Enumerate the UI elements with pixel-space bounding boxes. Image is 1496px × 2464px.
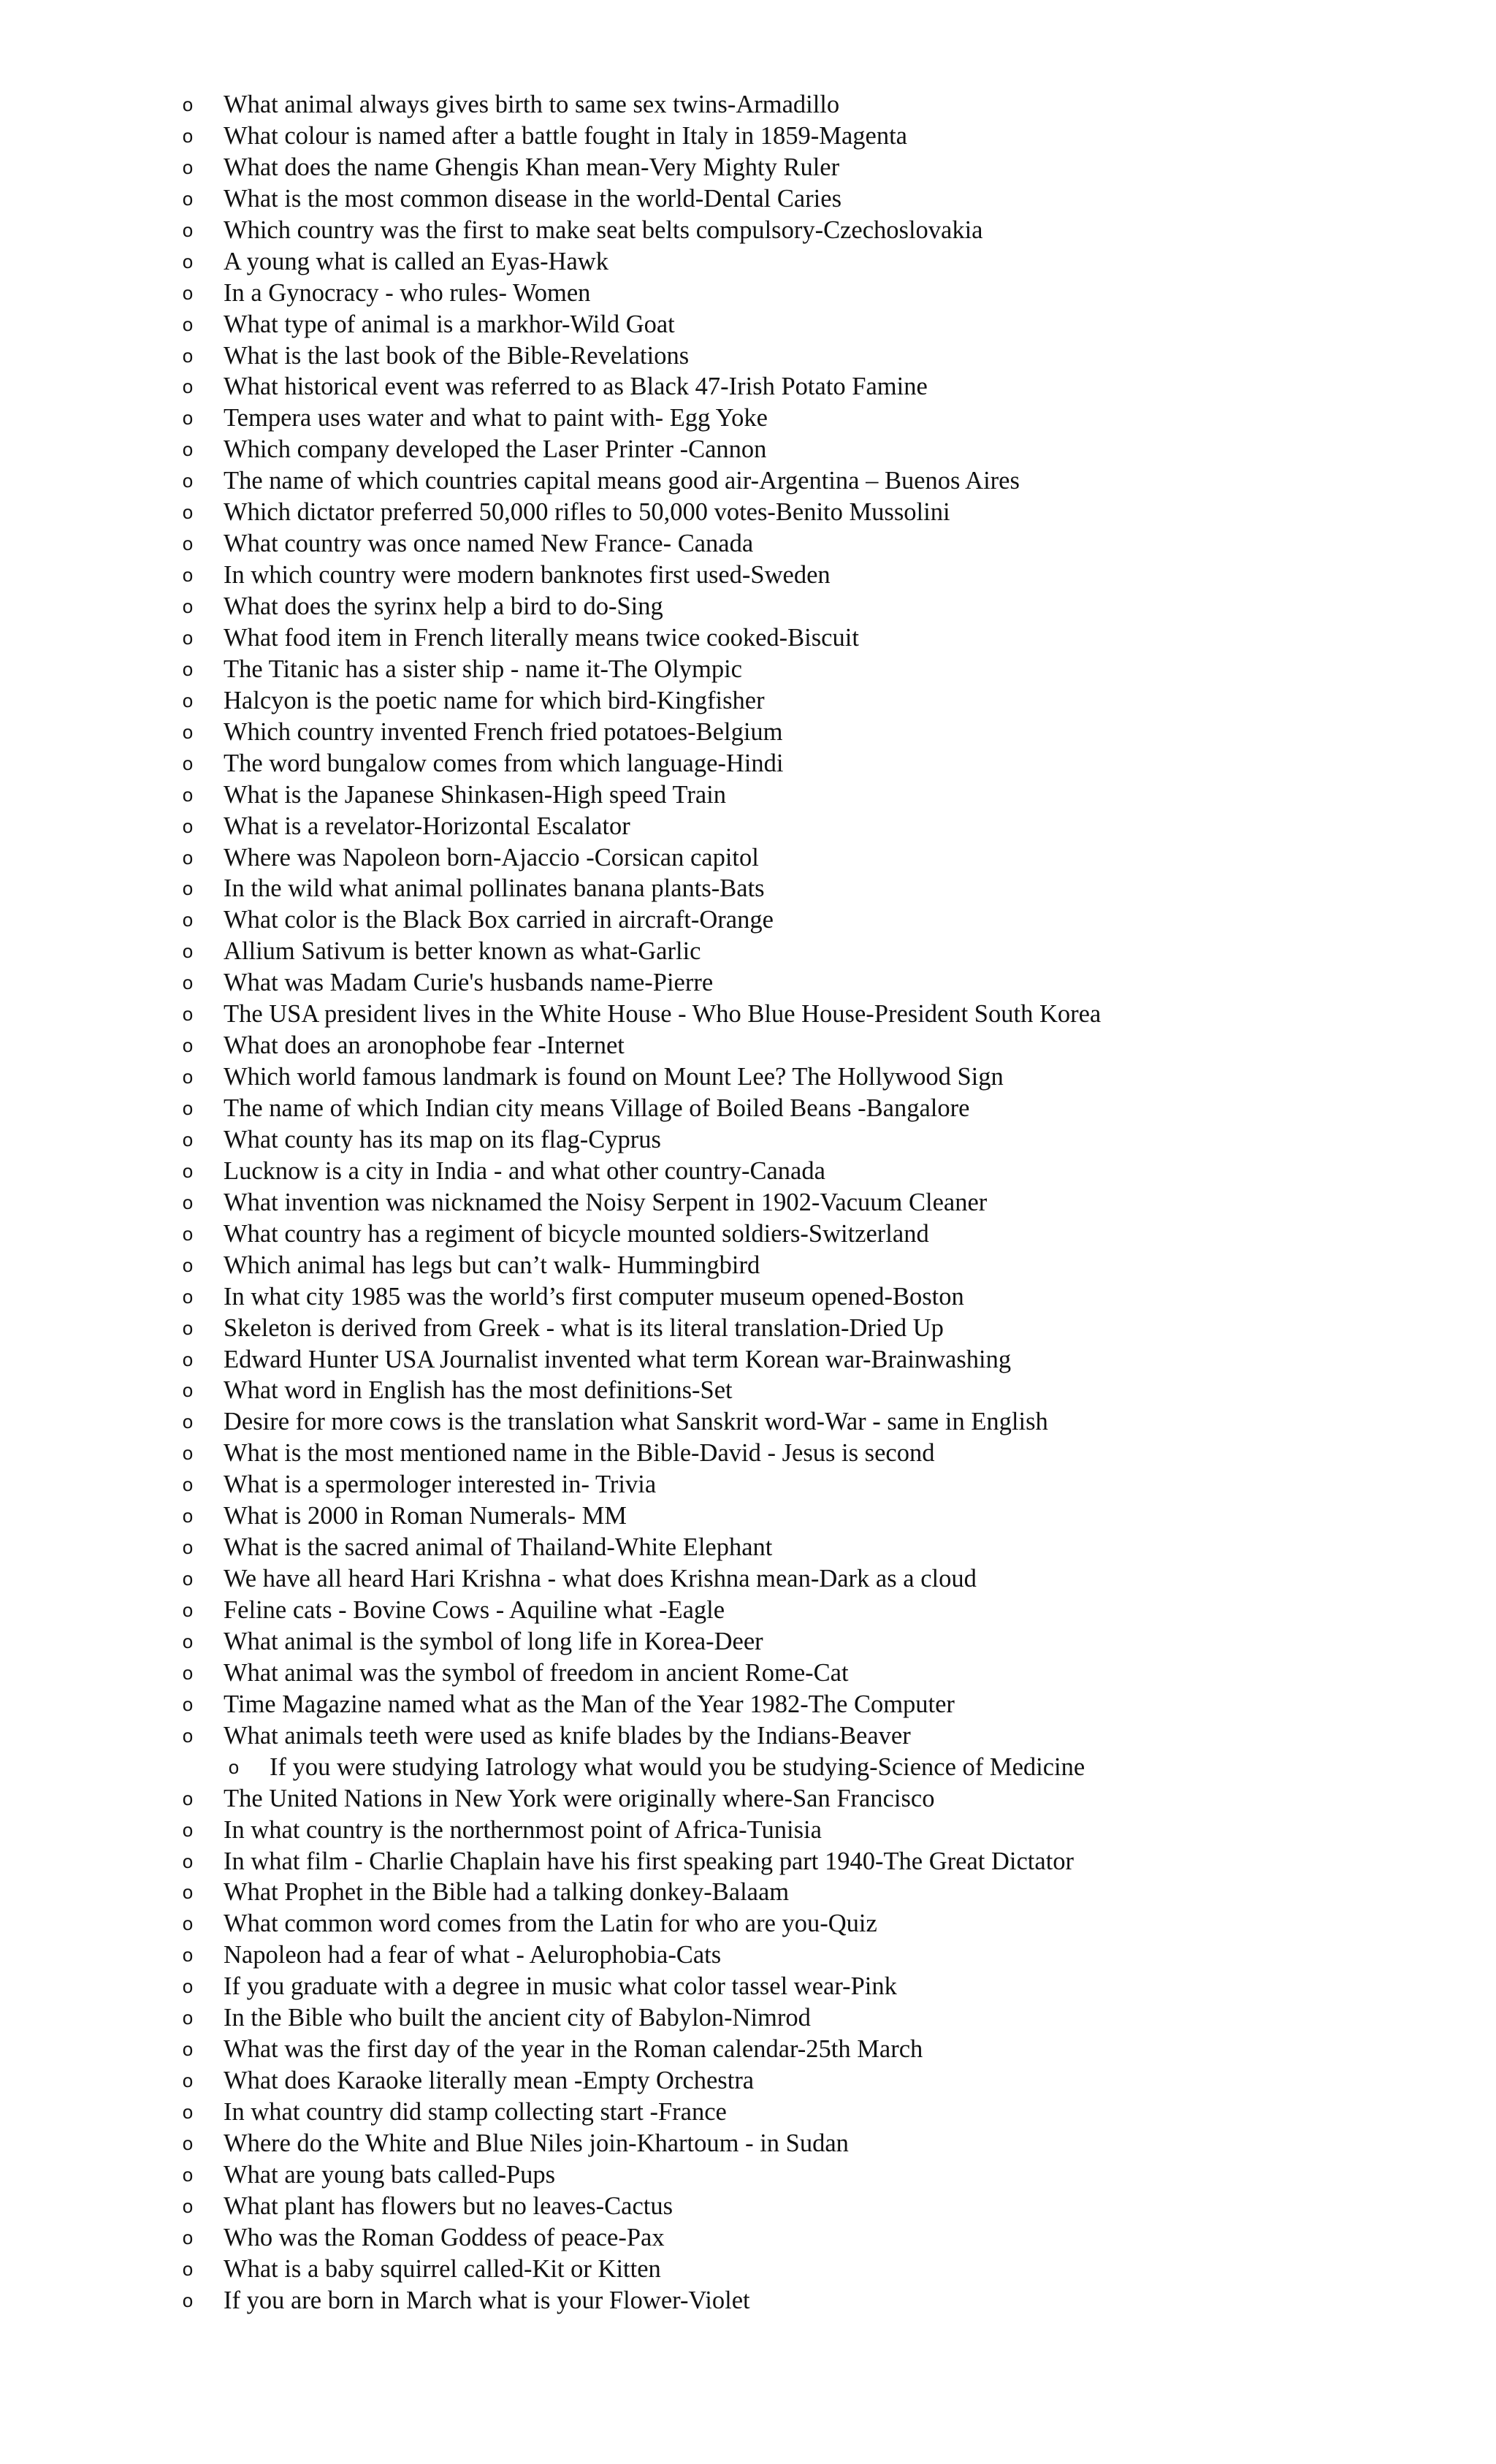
list-item [0,340,1496,372]
list-item [0,1971,1496,2002]
list-item-text: What food item in French literally means twice cooked-Biscuit [224,623,859,652]
list-item [0,1908,1496,1939]
list-item [0,560,1496,591]
list-item [0,1626,1496,1658]
bullet-marker: o [182,2194,194,2217]
bullet-marker: o [228,1755,240,1778]
list-item-text: Where was Napoleon born-Ajaccio -Corsican capitol [224,843,759,871]
list-item [0,748,1496,779]
list-item [0,215,1496,246]
list-item [0,246,1496,278]
bullet-marker: o [182,1787,194,1809]
list-item [0,1218,1496,1250]
bullet-marker: o [182,1411,194,1433]
list-item-text: Who was the Roman Goddess of peace-Pax [224,2223,665,2251]
list-item-text: What animal is the symbol of long life in Korea-Deer [224,1627,763,1655]
list-item-text: Which animal has legs but can’t walk- Hummingbird [224,1251,760,1279]
list-item-text: If you were studying Iatrology what would you be studying-Science of Medicine [270,1752,1085,1781]
bullet-marker: o [182,1316,194,1339]
list-item-text: Skeleton is derived from Greek - what is its literal translation-Dried Up [224,1313,944,1342]
list-item-text: In the wild what animal pollinates banana plants-Bats [224,874,765,903]
list-item-text: In what country did stamp collecting start -France [224,2098,727,2126]
list-item-text: What does the name Ghengis Khan mean-Very Mighty Ruler [224,153,840,181]
list-item-text: Which company developed the Laser Printer -Cannon [224,435,767,464]
bullet-marker: o [182,438,194,461]
list-item-text: What is the Japanese Shinkasen-High speed Train [224,780,726,809]
list-item-text: What is the most common disease in the world-Dental Caries [224,184,842,213]
list-item [0,1313,1496,1344]
list-item-text: What does Karaoke literally mean -Empty Orchestra [224,2067,755,2095]
list-item-text: If you are born in March what is your Flower-Violet [224,2286,750,2314]
bullet-marker: o [182,218,194,241]
list-item-text: What does an aronophobe fear -Internet [224,1031,625,1060]
list-item [0,2002,1496,2034]
bullet-marker: o [182,1724,194,1747]
list-item [0,2159,1496,2191]
bullet-marker: o [182,501,194,524]
list-item-text: The name of which Indian city means Village of Boiled Beans -Bangalore [224,1094,970,1122]
list-item [0,2285,1496,2316]
list-item [0,622,1496,654]
bullet-marker: o [182,1975,194,1998]
list-item-text: The Titanic has a sister ship - name it-The Olympic [224,655,742,683]
list-item-text: What is a revelator-Horizontal Escalator [224,812,630,840]
list-item-text: What animals teeth were used as knife blades by the Indians-Beaver [224,1721,911,1750]
bullet-marker: o [182,1379,194,1402]
list-item [0,1877,1496,1908]
list-item-text: What invention was nicknamed the Noisy Serpent in 1902-Vacuum Cleaner [224,1188,988,1216]
list-item-text: What animal was the symbol of freedom in ancient Rome-Cat [224,1658,849,1687]
list-item [0,1720,1496,1752]
list-item [0,1375,1496,1406]
list-item-text: What animal always gives birth to same sex twins-Armadillo [224,91,840,118]
bullet-marker: o [182,2257,194,2280]
list-item [0,1406,1496,1438]
list-item-text: What was the first day of the year in the Roman calendar-25th March [224,2035,923,2064]
list-item [0,1093,1496,1124]
bullet-marker: o [182,1222,194,1245]
list-item-text: The name of which countries capital means good air-Argentina – Buenos Aires [224,467,1020,495]
bullet-marker: o [182,281,194,304]
list-item [0,2065,1496,2097]
list-item [0,1250,1496,1281]
list-item-text: What was Madam Curie's husbands name-Pierre [224,969,714,997]
bullet-marker: o [182,657,194,680]
list-item [0,528,1496,560]
bullet-marker: o [182,783,194,806]
list-item-text: What historical event was referred to as Black 47-Irish Potato Famine [224,373,928,401]
list-item-text: What country has a regiment of bicycle mounted soldiers-Switzerland [224,1219,929,1248]
list-item [0,1689,1496,1720]
bullet-marker: o [182,124,194,147]
list-item [0,842,1496,874]
list-item-text: What are young bats called-Pups [224,2160,556,2189]
list-item-text: In a Gynocracy - who rules- Women [224,278,591,307]
list-item [0,403,1496,434]
list-item [0,717,1496,748]
list-item-text: The USA president lives in the White House - Who Blue House-President South Korea [224,1000,1102,1029]
bullet-marker: o [182,156,194,178]
list-item-text: Halcyon is the poetic name for which bird-Kingfisher [224,686,765,714]
list-item [0,654,1496,685]
list-item [0,1658,1496,1689]
list-item-text: Allium Sativum is better known as what-Garlic [224,937,701,966]
bullet-marker: o [182,2226,194,2249]
list-item-text: The word bungalow comes from which language-Hindi [224,749,784,777]
bullet-marker: o [182,1881,194,1904]
bullet-marker: o [182,1097,194,1119]
list-item [0,999,1496,1030]
bullet-marker: o [182,1191,194,1213]
bullet-marker: o [182,815,194,837]
list-item [0,89,1496,121]
list-item-text: What colour is named after a battle fought in Italy in 1859-Magenta [224,121,907,150]
list-item [0,121,1496,152]
list-item [0,1187,1496,1218]
bullet-marker: o [182,1442,194,1465]
list-item-text: If you graduate with a degree in music what color tassel wear-Pink [224,1972,897,2001]
list-item-text: Edward Hunter USA Journalist invented what term Korean war-Brainwashing [224,1345,1012,1373]
list-item [0,2222,1496,2254]
list-item-text: What is the most mentioned name in the Bible-David - Jesus is second [224,1439,935,1468]
bullet-marker: o [182,564,194,587]
list-item-text: Napoleon had a fear of what - Aelurophobia-Cats [224,1941,722,1969]
list-item-text: Time Magazine named what as the Man of the Year 1982-The Computer [224,1690,955,1718]
list-item-text: In what city 1985 was the world’s first computer museum opened-Boston [224,1282,964,1311]
bullet-marker: o [182,2289,194,2311]
list-item-text: What is the last book of the Bible-Revelations [224,341,690,370]
bullet-marker: o [182,1034,194,1057]
bullet-marker: o [182,689,194,712]
bullet-marker: o [182,1505,194,1527]
list-item [0,904,1496,936]
bullet-marker: o [182,2038,194,2061]
bullet-marker: o [182,1661,194,1684]
bullet-marker: o [182,1568,194,1590]
list-item-text: What is a baby squirrel called-Kit or Kitten [224,2254,661,2283]
bullet-marker: o [182,344,194,367]
list-item-text: What type of animal is a markhor-Wild Goat [224,310,675,338]
bullet-marker: o [182,407,194,430]
list-item-text: Which country was the first to make seat belts compulsory-Czechoslovakia [224,215,983,244]
bullet-marker: o [182,1693,194,1715]
bullet-marker: o [182,909,194,931]
list-item-text: What is the sacred animal of Thailand-White Elephant [224,1533,773,1562]
list-item [0,183,1496,215]
list-item [0,152,1496,183]
bullet-marker: o [182,2101,194,2123]
list-item [0,1939,1496,1971]
bullet-marker: o [182,877,194,900]
list-item-text: What common word comes from the Latin for who are you-Quiz [224,1910,877,1938]
quiz-list [0,89,1496,2316]
list-item [0,1783,1496,1815]
list-item-text: Desire for more cows is the translation what Sanskrit word-War - same in English [224,1408,1048,1436]
list-item [0,936,1496,967]
list-item [0,434,1496,465]
bullet-marker: o [182,972,194,994]
bullet-marker: o [182,1473,194,1496]
list-item [0,497,1496,528]
list-item-text: What is a spermologer interested in- Trivia [224,1471,657,1499]
bullet-marker: o [182,595,194,617]
bullet-marker: o [182,2007,194,2029]
list-item [0,1438,1496,1469]
bullet-marker: o [182,1818,194,1841]
list-item-text: Tempera uses water and what to paint with- Egg Yoke [224,404,768,432]
bullet-marker: o [182,2163,194,2186]
bullet-marker: o [182,533,194,555]
list-item [0,1061,1496,1093]
list-item-text: What county has its map on its flag-Cyprus [224,1125,661,1153]
bullet-marker: o [182,2070,194,2092]
list-item [0,1156,1496,1187]
list-item-text: What does the syrinx help a bird to do-Sing [224,592,663,620]
bullet-marker: o [182,940,194,963]
list-item [0,873,1496,904]
bullet-marker: o [182,752,194,774]
list-item [0,2034,1496,2065]
list-item [0,1344,1496,1376]
list-item [0,811,1496,842]
list-item-text: What plant has flowers but no leaves-Cactus [224,2192,673,2220]
list-item-text: We have all heard Hari Krishna - what does Krishna mean-Dark as a cloud [224,1565,977,1593]
bullet-marker: o [182,1348,194,1370]
list-item [0,2128,1496,2159]
list-item-text: What country was once named New France- Canada [224,530,754,558]
list-item-text: A young what is called an Eyas-Hawk [224,247,608,275]
bullet-marker: o [182,470,194,492]
bullet-marker: o [182,1850,194,1872]
list-item-text: In what film - Charlie Chaplain have his first speaking part 1940-The Great Dictator [224,1847,1075,1875]
list-item-text: Which dictator preferred 50,000 rifles to 50,000 votes-Benito Mussolini [224,498,950,527]
list-item-text: What color is the Black Box carried in aircraft-Orange [224,906,774,934]
bullet-marker: o [182,1285,194,1308]
list-item [0,278,1496,309]
list-item [0,1752,1496,1783]
list-item [0,1595,1496,1626]
list-item [0,1124,1496,1156]
list-item [0,967,1496,999]
bullet-marker: o [182,1536,194,1559]
list-item [0,1469,1496,1500]
list-item-text: Which country invented French fried potatoes-Belgium [224,717,783,746]
list-item-text: The United Nations in New York were originally where-San Francisco [224,1784,935,1812]
bullet-marker: o [182,1630,194,1652]
bullet-marker: o [182,1944,194,1967]
list-item [0,1281,1496,1313]
bullet-marker: o [182,1128,194,1151]
bullet-marker: o [182,1599,194,1621]
list-item [0,1563,1496,1595]
list-item [0,2097,1496,2128]
bullet-marker: o [182,720,194,743]
list-item [0,779,1496,811]
list-item [0,1532,1496,1563]
bullet-marker: o [182,2132,194,2154]
bullet-marker: o [182,1003,194,1026]
bullet-marker: o [182,1254,194,1276]
list-item-text: Lucknow is a city in India - and what other country-Canada [224,1156,825,1185]
list-item-text: What word in English has the most definitions-Set [224,1376,733,1405]
list-item-text: In which country were modern banknotes first used-Sweden [224,561,831,590]
bullet-marker: o [182,1912,194,1935]
list-item-text: What is 2000 in Roman Numerals- MM [224,1502,627,1530]
list-item-text: In what country is the northernmost point of Africa-Tunisia [224,1815,822,1844]
list-item [0,309,1496,340]
list-item [0,1030,1496,1061]
list-item [0,591,1496,622]
list-item [0,465,1496,497]
list-item [0,2191,1496,2222]
bullet-marker: o [182,313,194,335]
list-item-text: Feline cats - Bovine Cows - Aquiline what -Eagle [224,1596,725,1624]
list-item [0,2254,1496,2285]
list-item [0,1846,1496,1877]
list-item [0,371,1496,403]
bullet-marker: o [182,375,194,398]
list-item-text: In the Bible who built the ancient city of Babylon-Nimrod [224,2004,811,2032]
bullet-marker: o [182,1159,194,1182]
list-item [0,1500,1496,1532]
bullet-marker: o [182,846,194,869]
bullet-marker: o [182,626,194,649]
list-item [0,685,1496,717]
bullet-marker: o [182,250,194,272]
list-item [0,1815,1496,1846]
bullet-marker: o [182,187,194,210]
list-item-text: Where do the White and Blue Niles join-Khartoum - in Sudan [224,2129,849,2157]
list-item-text: Which world famous landmark is found on Mount Lee? The Hollywood Sign [224,1063,1004,1091]
list-item-text: What Prophet in the Bible had a talking donkey-Balaam [224,1878,790,1907]
bullet-marker: o [182,94,194,115]
bullet-marker: o [182,1066,194,1088]
